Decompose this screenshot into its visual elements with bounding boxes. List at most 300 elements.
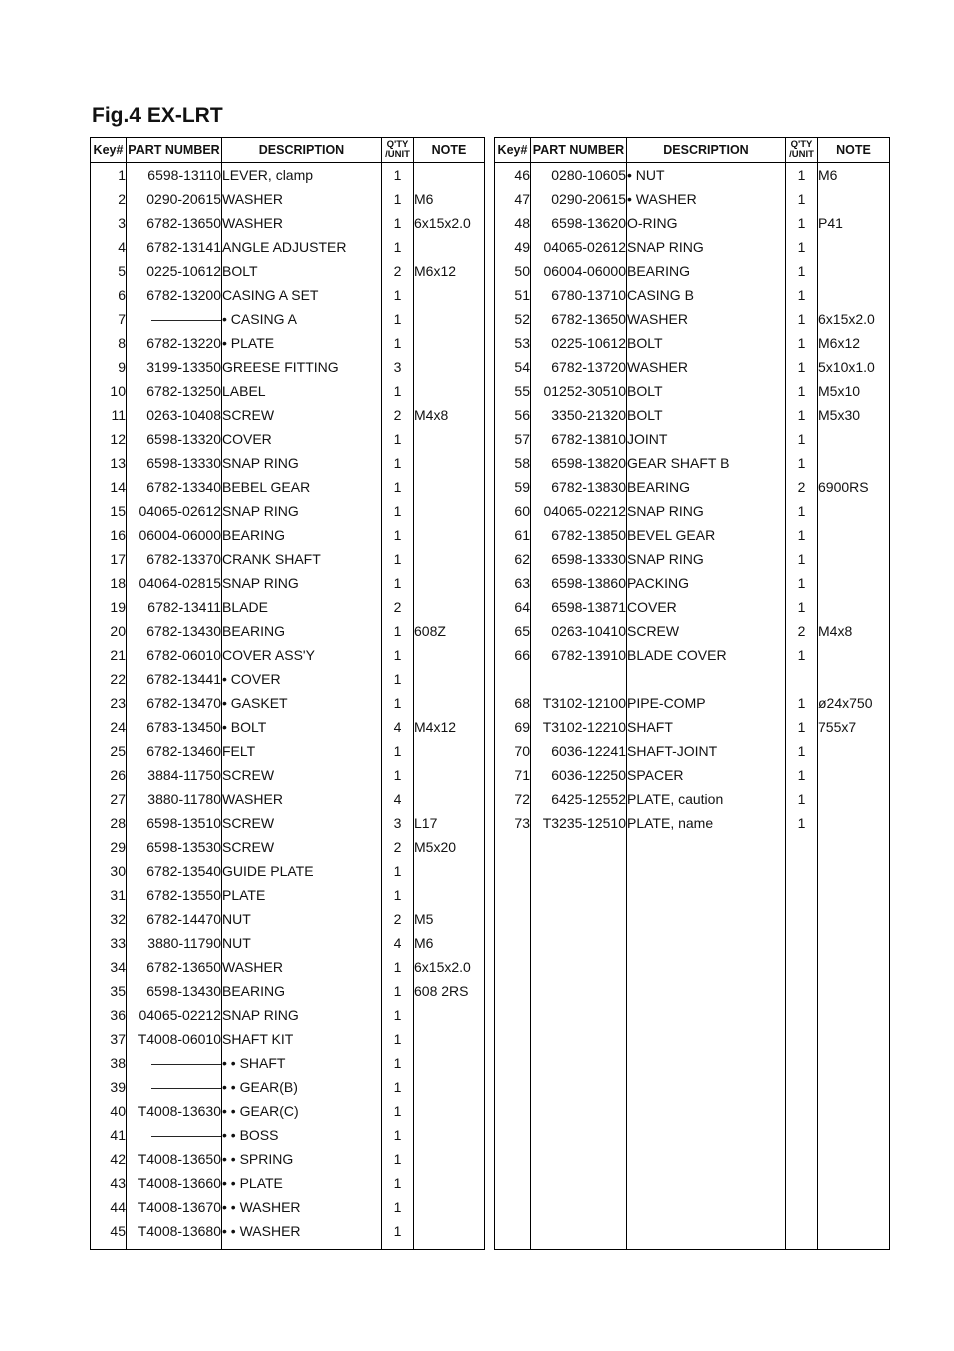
key-cell: 30 — [91, 859, 127, 883]
note-cell — [414, 667, 485, 691]
table-row — [495, 427, 890, 451]
key-cell: 44 — [91, 1195, 127, 1219]
qty-cell: 1 — [382, 955, 414, 979]
key-cell: 56 — [495, 403, 531, 427]
note-cell — [818, 571, 890, 595]
description-cell: BLADE — [222, 595, 382, 619]
part-number-cell: 3884-11750 — [127, 763, 222, 787]
part-number-cell: 6598-13860 — [531, 571, 627, 595]
key-cell: 46 — [495, 163, 531, 188]
qty-cell: 3 — [382, 355, 414, 379]
qty-cell: 2 — [382, 907, 414, 931]
description-cell: PLATE — [222, 883, 382, 907]
qty-cell: 1 — [382, 475, 414, 499]
note-cell — [414, 331, 485, 355]
qty-cell: 1 — [786, 283, 818, 307]
qty-cell: 1 — [786, 187, 818, 211]
qty-cell: 1 — [382, 331, 414, 355]
qty-cell: 1 — [382, 1075, 414, 1099]
qty-cell: 2 — [382, 259, 414, 283]
table-row — [495, 523, 890, 547]
key-cell: 6 — [91, 283, 127, 307]
key-cell: 32 — [91, 907, 127, 931]
note-cell — [818, 451, 890, 475]
table-row — [495, 451, 890, 475]
table-row — [91, 571, 485, 595]
part-number-cell: 3880-11790 — [127, 931, 222, 955]
table-row — [91, 931, 485, 955]
table-row — [91, 379, 485, 403]
key-cell: 47 — [495, 187, 531, 211]
part-number-cell: 0263-10408 — [127, 403, 222, 427]
key-cell: 71 — [495, 763, 531, 787]
part-number-cell: 6782-13810 — [531, 427, 627, 451]
note-cell — [414, 643, 485, 667]
table-row — [91, 283, 485, 307]
part-number-cell: 6782-13340 — [127, 475, 222, 499]
description-cell: SCREW — [627, 619, 786, 643]
part-number-cell: 6782-13370 — [127, 547, 222, 571]
part-number-header: PART NUMBER — [127, 138, 222, 163]
key-cell — [495, 667, 531, 691]
note-cell — [414, 883, 485, 907]
note-cell — [414, 1171, 485, 1195]
key-cell: 59 — [495, 475, 531, 499]
qty-cell: 1 — [382, 1099, 414, 1123]
qty-cell: 1 — [786, 571, 818, 595]
note-cell: M6 — [414, 187, 485, 211]
key-cell: 3 — [91, 211, 127, 235]
description-cell: WASHER — [222, 211, 382, 235]
part-number-cell: 6782-14470 — [127, 907, 222, 931]
empty-cell — [495, 835, 531, 1250]
qty-cell: 1 — [786, 499, 818, 523]
description-cell: BLADE COVER — [627, 643, 786, 667]
description-cell: WASHER — [222, 787, 382, 811]
table-row — [91, 427, 485, 451]
table-row — [91, 187, 485, 211]
table-row — [91, 643, 485, 667]
part-number-cell: 6598-13510 — [127, 811, 222, 835]
part-number-cell: 0225-10612 — [531, 331, 627, 355]
table-row — [91, 475, 485, 499]
part-number-cell: 6598-13330 — [531, 547, 627, 571]
key-cell: 63 — [495, 571, 531, 595]
note-cell — [414, 787, 485, 811]
description-cell — [627, 667, 786, 691]
qty-cell: 1 — [382, 235, 414, 259]
qty-cell: 1 — [382, 1147, 414, 1171]
description-cell: BEBEL GEAR — [222, 475, 382, 499]
part-number-cell: 06004-06000 — [531, 259, 627, 283]
empty-cell — [414, 1243, 485, 1250]
table-row — [495, 763, 890, 787]
key-cell: 29 — [91, 835, 127, 859]
note-cell: 6x15x2.0 — [414, 211, 485, 235]
qty-cell: 1 — [382, 739, 414, 763]
note-cell: L17 — [414, 811, 485, 835]
description-cell: • • SPRING — [222, 1147, 382, 1171]
qty-cell: 1 — [786, 355, 818, 379]
note-cell — [818, 235, 890, 259]
table-row — [91, 739, 485, 763]
qty-cell: 1 — [786, 787, 818, 811]
table-spacer-row — [495, 835, 890, 1250]
note-cell: M5x20 — [414, 835, 485, 859]
part-number-cell: T4008-13680 — [127, 1219, 222, 1243]
description-cell: CASING B — [627, 283, 786, 307]
key-cell: 34 — [91, 955, 127, 979]
note-cell: 6900RS — [818, 475, 890, 499]
part-number-cell: 3880-11780 — [127, 787, 222, 811]
key-cell: 11 — [91, 403, 127, 427]
qty-cell: 1 — [382, 667, 414, 691]
note-cell — [414, 1147, 485, 1171]
note-cell: M4x12 — [414, 715, 485, 739]
part-number-cell: 0290-20615 — [531, 187, 627, 211]
qty-cell: 1 — [786, 379, 818, 403]
key-cell: 15 — [91, 499, 127, 523]
description-cell: SNAP RING — [222, 451, 382, 475]
qty-cell: 1 — [786, 259, 818, 283]
description-cell: BOLT — [627, 331, 786, 355]
qty-cell: 1 — [382, 1027, 414, 1051]
note-cell — [414, 595, 485, 619]
note-cell: ø24x750 — [818, 691, 890, 715]
table-row — [91, 955, 485, 979]
table-row — [495, 475, 890, 499]
note-cell: M5x10 — [818, 379, 890, 403]
part-number-cell: 6782-13910 — [531, 643, 627, 667]
part-number-cell: 3199-13350 — [127, 355, 222, 379]
note-cell — [414, 235, 485, 259]
table-row — [495, 235, 890, 259]
table-row — [495, 547, 890, 571]
key-cell: 66 — [495, 643, 531, 667]
key-cell: 50 — [495, 259, 531, 283]
table-row — [91, 667, 485, 691]
part-number-cell: 6782-13441 — [127, 667, 222, 691]
table-row — [91, 1099, 485, 1123]
empty-cell — [382, 1243, 414, 1250]
part-number-cell: ————— — [127, 307, 222, 331]
description-cell: COVER — [222, 427, 382, 451]
part-number-cell: ————— — [127, 1075, 222, 1099]
note-header: NOTE — [414, 138, 485, 163]
note-cell: P41 — [818, 211, 890, 235]
key-cell: 70 — [495, 739, 531, 763]
table-row — [495, 283, 890, 307]
description-cell: SNAP RING — [222, 1003, 382, 1027]
page-title: Fig.4 EX-LRT — [92, 104, 223, 127]
description-cell: COVER — [627, 595, 786, 619]
note-cell — [414, 1051, 485, 1075]
part-number-cell: 01252-30510 — [531, 379, 627, 403]
part-number-cell: 3350-21320 — [531, 403, 627, 427]
empty-cell — [531, 835, 627, 1250]
table-row — [91, 619, 485, 643]
key-cell: 37 — [91, 1027, 127, 1051]
table-row — [91, 1195, 485, 1219]
description-cell: GUIDE PLATE — [222, 859, 382, 883]
description-cell: JOINT — [627, 427, 786, 451]
part-number-cell: 6425-12552 — [531, 787, 627, 811]
description-cell: LABEL — [222, 379, 382, 403]
qty-cell: 1 — [382, 379, 414, 403]
part-number-cell: 6780-13710 — [531, 283, 627, 307]
description-cell: SNAP RING — [627, 235, 786, 259]
key-cell: 61 — [495, 523, 531, 547]
empty-cell — [222, 1243, 382, 1250]
part-number-cell: ————— — [127, 1123, 222, 1147]
part-number-cell: 6598-13110 — [127, 163, 222, 188]
key-cell: 8 — [91, 331, 127, 355]
note-cell — [818, 763, 890, 787]
key-cell: 23 — [91, 691, 127, 715]
qty-cell: 1 — [382, 547, 414, 571]
key-cell: 58 — [495, 451, 531, 475]
key-cell: 64 — [495, 595, 531, 619]
qty-cell: 1 — [382, 427, 414, 451]
qty-cell: 1 — [786, 547, 818, 571]
key-cell: 73 — [495, 811, 531, 835]
key-cell: 57 — [495, 427, 531, 451]
qty-cell: 4 — [382, 931, 414, 955]
note-cell — [414, 1075, 485, 1099]
note-cell — [414, 475, 485, 499]
qty-cell: 1 — [382, 307, 414, 331]
description-cell: SCREW — [222, 763, 382, 787]
key-cell: 19 — [91, 595, 127, 619]
table-row — [91, 1027, 485, 1051]
table-row — [91, 859, 485, 883]
note-cell — [414, 1219, 485, 1243]
description-cell: COVER ASS'Y — [222, 643, 382, 667]
part-number-cell: 6782-13200 — [127, 283, 222, 307]
note-cell: 6x15x2.0 — [818, 307, 890, 331]
qty-cell: 1 — [382, 763, 414, 787]
key-cell: 43 — [91, 1171, 127, 1195]
description-cell: PLATE, caution — [627, 787, 786, 811]
description-cell: • • WASHER — [222, 1195, 382, 1219]
description-cell: • CASING A — [222, 307, 382, 331]
key-cell: 14 — [91, 475, 127, 499]
key-cell: 16 — [91, 523, 127, 547]
note-cell — [414, 1027, 485, 1051]
description-cell: GEAR SHAFT B — [627, 451, 786, 475]
key-cell: 24 — [91, 715, 127, 739]
note-cell — [818, 739, 890, 763]
key-cell: 33 — [91, 931, 127, 955]
description-cell: SNAP RING — [222, 499, 382, 523]
description-cell: BOLT — [222, 259, 382, 283]
part-number-cell: 6782-13830 — [531, 475, 627, 499]
description-cell: BEARING — [627, 475, 786, 499]
description-cell: • • SHAFT — [222, 1051, 382, 1075]
key-cell: 31 — [91, 883, 127, 907]
note-cell — [818, 787, 890, 811]
table-row — [495, 643, 890, 667]
description-cell: • • GEAR(B) — [222, 1075, 382, 1099]
qty-cell: 1 — [382, 691, 414, 715]
note-cell — [414, 1195, 485, 1219]
key-cell: 1 — [91, 163, 127, 188]
table-row — [91, 883, 485, 907]
part-number-cell: T3102-12210 — [531, 715, 627, 739]
qty-header — [786, 138, 818, 163]
note-cell — [414, 859, 485, 883]
description-cell: SCREW — [222, 835, 382, 859]
key-cell: 62 — [495, 547, 531, 571]
part-number-cell: 6782-13550 — [127, 883, 222, 907]
key-header: Key# — [91, 138, 127, 163]
qty-cell: 1 — [786, 811, 818, 835]
key-cell: 72 — [495, 787, 531, 811]
part-number-cell: 04065-02612 — [127, 499, 222, 523]
table-row — [495, 787, 890, 811]
note-cell — [414, 763, 485, 787]
description-cell: WASHER — [627, 307, 786, 331]
table-row — [91, 691, 485, 715]
key-cell: 45 — [91, 1219, 127, 1243]
empty-cell — [91, 1243, 127, 1250]
table-row — [91, 1003, 485, 1027]
key-cell: 53 — [495, 331, 531, 355]
qty-cell: 4 — [382, 715, 414, 739]
note-cell — [818, 523, 890, 547]
description-header: DESCRIPTION — [222, 138, 382, 163]
note-cell — [818, 499, 890, 523]
note-cell: M6x12 — [414, 259, 485, 283]
note-cell — [818, 547, 890, 571]
table-row — [495, 571, 890, 595]
note-cell — [414, 283, 485, 307]
note-cell: M6 — [414, 931, 485, 955]
note-cell — [414, 451, 485, 475]
description-cell: O-RING — [627, 211, 786, 235]
table-row — [91, 595, 485, 619]
table-row — [91, 1075, 485, 1099]
part-number-cell: 6782-13650 — [127, 211, 222, 235]
table-row — [91, 211, 485, 235]
description-cell: CASING A SET — [222, 283, 382, 307]
description-cell: WASHER — [222, 955, 382, 979]
qty-cell: 1 — [382, 499, 414, 523]
table-row — [495, 307, 890, 331]
note-cell — [414, 547, 485, 571]
key-cell: 2 — [91, 187, 127, 211]
description-cell: BEARING — [222, 979, 382, 1003]
part-number-cell: 0225-10612 — [127, 259, 222, 283]
part-number-cell: 6598-13820 — [531, 451, 627, 475]
description-cell: NUT — [222, 907, 382, 931]
qty-cell: 1 — [382, 1219, 414, 1243]
qty-cell: 1 — [382, 643, 414, 667]
key-cell: 17 — [91, 547, 127, 571]
table-header-row — [495, 138, 890, 163]
part-number-cell: 0290-20615 — [127, 187, 222, 211]
description-cell: • GASKET — [222, 691, 382, 715]
part-number-cell: 6782-13850 — [531, 523, 627, 547]
key-cell: 20 — [91, 619, 127, 643]
part-number-cell — [531, 667, 627, 691]
description-cell: BEARING — [222, 523, 382, 547]
table-row — [91, 259, 485, 283]
part-number-cell: 04065-02212 — [127, 1003, 222, 1027]
key-cell: 12 — [91, 427, 127, 451]
part-number-cell: 6782-13220 — [127, 331, 222, 355]
qty-cell: 1 — [382, 1171, 414, 1195]
part-number-cell: 0280-10605 — [531, 163, 627, 188]
empty-cell — [786, 835, 818, 1250]
description-cell: SPACER — [627, 763, 786, 787]
key-cell: 22 — [91, 667, 127, 691]
empty-cell — [818, 835, 890, 1250]
description-cell: • WASHER — [627, 187, 786, 211]
part-number-cell: 6598-13871 — [531, 595, 627, 619]
key-cell: 21 — [91, 643, 127, 667]
part-number-cell: 6598-13530 — [127, 835, 222, 859]
part-number-cell: 6782-13430 — [127, 619, 222, 643]
qty-cell: 1 — [786, 403, 818, 427]
description-cell: WASHER — [222, 187, 382, 211]
key-cell: 54 — [495, 355, 531, 379]
table-row — [91, 235, 485, 259]
part-number-cell: T4008-06010 — [127, 1027, 222, 1051]
table-row — [91, 763, 485, 787]
key-cell: 4 — [91, 235, 127, 259]
qty-cell: 1 — [786, 739, 818, 763]
note-cell — [414, 427, 485, 451]
key-cell: 28 — [91, 811, 127, 835]
qty-cell: 1 — [382, 211, 414, 235]
key-cell: 25 — [91, 739, 127, 763]
description-cell: SHAFT KIT — [222, 1027, 382, 1051]
key-cell: 60 — [495, 499, 531, 523]
key-cell: 65 — [495, 619, 531, 643]
qty-cell: 1 — [382, 283, 414, 307]
part-number-cell: T3102-12100 — [531, 691, 627, 715]
qty-cell: 1 — [382, 451, 414, 475]
table-row — [495, 499, 890, 523]
parts-table-right-body — [495, 163, 890, 1250]
qty-header-line1: Q'TY — [790, 139, 813, 150]
description-cell: SNAP RING — [627, 547, 786, 571]
description-cell: BEVEL GEAR — [627, 523, 786, 547]
table-row — [495, 259, 890, 283]
qty-header-line2: /UNIT — [789, 149, 814, 160]
qty-cell: 1 — [786, 763, 818, 787]
description-cell: SNAP RING — [222, 571, 382, 595]
table-row — [91, 907, 485, 931]
qty-header-line2: /UNIT — [385, 149, 410, 160]
description-cell: SCREW — [222, 403, 382, 427]
qty-cell: 1 — [382, 187, 414, 211]
table-row — [495, 667, 890, 691]
note-cell: M5x30 — [818, 403, 890, 427]
note-cell — [414, 163, 485, 188]
note-cell: 5x10x1.0 — [818, 355, 890, 379]
description-cell: FELT — [222, 739, 382, 763]
part-number-cell: 6598-13430 — [127, 979, 222, 1003]
qty-header — [382, 138, 414, 163]
part-number-cell: 6782-13141 — [127, 235, 222, 259]
part-number-cell: 04064-02815 — [127, 571, 222, 595]
note-cell — [818, 595, 890, 619]
table-row — [91, 979, 485, 1003]
note-cell — [818, 643, 890, 667]
description-cell: • PLATE — [222, 331, 382, 355]
